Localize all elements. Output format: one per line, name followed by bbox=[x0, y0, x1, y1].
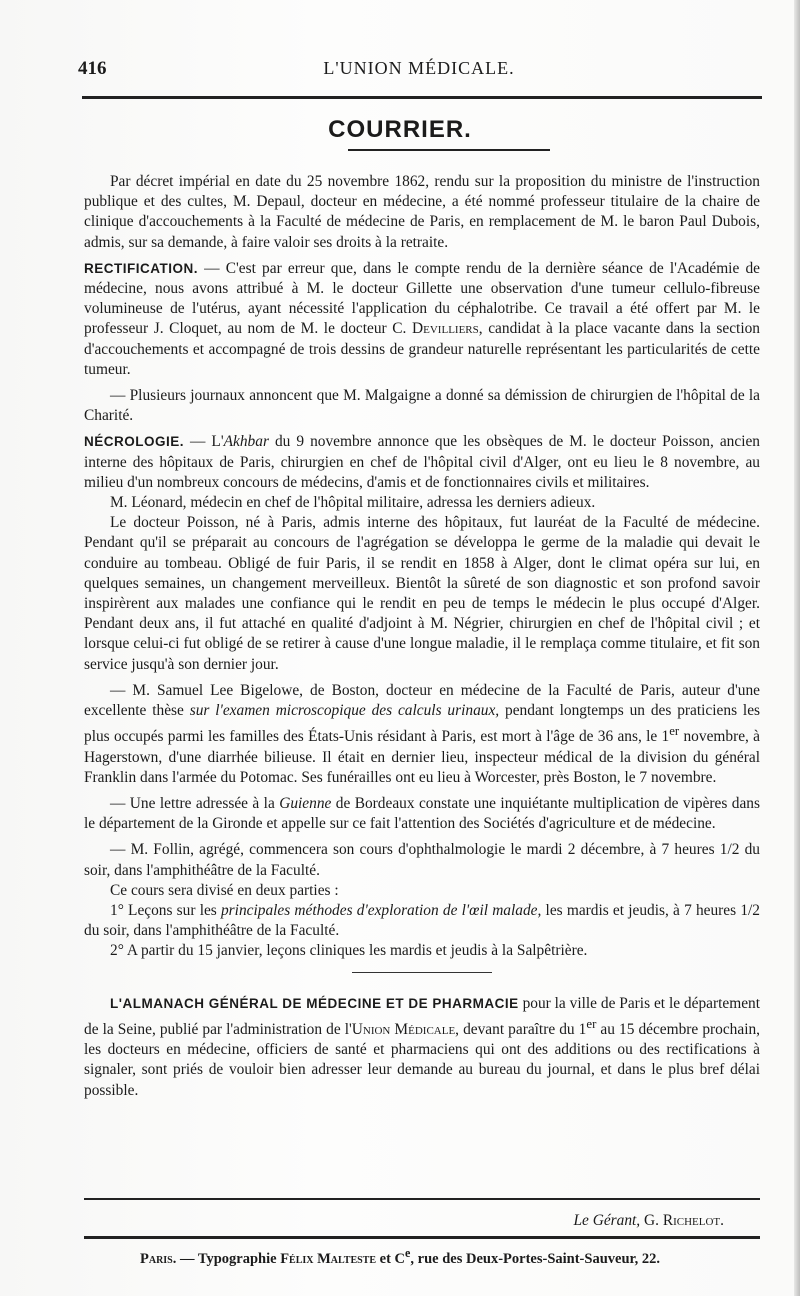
gerant-signature: Le Gérant, G. Richelot. bbox=[573, 1212, 724, 1229]
page-number: 416 bbox=[78, 58, 107, 79]
paragraph-rectification: RECTIFICATION. — C'est par erreur que, dans le compte rendu de la dernière séance de l'Académie de médecine, nous avons attribué à M. le docteur Gillette une observation d'une tumeur cellulo-fibreuse volumineuse de l'utérus, ayant nécessité l'application du céphalotribe. Ce travail a été offert par M. le professeur J. Cloquet, au nom de M. le docteur C. Devilliers, candidat à la place vacante dans la section d'accouchements et accompagné de trois dessins de grandeur naturelle représentant les particularités de cette tumeur. bbox=[84, 259, 760, 378]
paragraph-leonard: M. Léonard, médecin en chef de l'hôpital militaire, adressa les derniers adieux. bbox=[110, 494, 596, 512]
section-title: COURRIER. bbox=[328, 116, 472, 143]
title-underline bbox=[348, 149, 550, 151]
paragraph-follin: — M. Follin, agrégé, commencera son cours d'ophthalmologie le mardi 2 décembre, à 7 heures 1/2 du soir, dans l'amphithéâtre de la Faculté. bbox=[84, 841, 760, 879]
printer-imprint: Paris. — Typographie Félix Malteste et Ce, rue des Deux-Portes-Saint-Sauveur, 22. bbox=[139, 1246, 660, 1267]
rubric-almanach: L'ALMANACH GÉNÉRAL DE MÉDECINE ET DE PHARMACIE bbox=[110, 995, 519, 1011]
rubric-necrologie: NÉCROLOGIE. bbox=[84, 434, 185, 450]
rubric-rectification: RECTIFICATION. bbox=[84, 260, 198, 276]
journal-title: L'UNION MÉDICALE. bbox=[323, 58, 515, 78]
paragraph-bigelowe: — M. Samuel Lee Bigelowe, de Boston, docteur en médecine de la Faculté de Paris, auteur d'une excellente thèse sur l'examen microscopique des calculs urinaux, pendant longtemps un des praticiens les plus occupés parmi les familles des États-Unis résidant à Paris, est mort à l'âge de 36 ans, le 1er novembre, à Hagerstown, d'une diarrhée bilieuse. Il était en dernier lieu, inspecteur médical de la division du général Franklin dans l'armée du Potomac. Ses funérailles ont eu lieu à Worcester, près Boston, le 7 novembre. bbox=[84, 681, 761, 786]
paragraph-lecons: 1° Leçons sur les principales méthodes d'exploration de l'œil malade, les mardis et jeudis, à 7 heures 1/2 du soir, dans l'amphithéâtre de la Faculté. bbox=[84, 902, 760, 940]
paragraph-necrologie: NÉCROLOGIE. — L'Akhbar du 9 novembre annonce que les obsèques de M. le docteur Poisson, ancien interne des hôpitaux de Paris, chirurgien en chef de l'hôpital civil d'Alger, ont eu lieu le 8 novembre, au milieu d'un nombreux concours de médecins, d'amis et de fonctionnaires civils et militaires. bbox=[84, 433, 761, 491]
author-name: Devilliers bbox=[412, 320, 479, 338]
header-rule bbox=[82, 96, 762, 99]
paragraph-almanach: L'ALMANACH GÉNÉRAL DE MÉDECINE ET DE PHARMACIE pour la ville de Paris et le département de la Seine, publié par l'administration de l'Union Médicale, devant paraître du 1er au 15 décembre prochain, les docteurs en médecine, officiers de santé et pharmaciens qui ont des additions ou des rectifications à signaler, sont priés de vouloir bien adresser leur demande au bureau du journal, et dans le plus bref délai possible. bbox=[84, 994, 761, 1099]
journal-name: Union Médicale bbox=[351, 1020, 456, 1038]
gerant-name: G. Richelot. bbox=[644, 1212, 724, 1229]
paragraph-malgaigne: — Plusieurs journaux annoncent que M. Malgaigne a donné sa démission de chirurgien de l'hôpital de la Charité. bbox=[84, 387, 760, 425]
paragraph-poisson: Le docteur Poisson, né à Paris, admis interne des hôpitaux, fut lauréat de la Faculté de médecine. Pendant qu'il se préparait au concours de l'agrégation se développa le germe de la maladie qui devait le conduire au tombeau. Obligé de fuir Paris, il se rendit en 1858 à Alger, dont le climat opéra sur lui, en quelques semaines, un changement merveilleux. Bientôt la sûreté de son diagnostic et son profond savoir inspirèrent aux malades une confiance qui le rendit en peu de temps le médecin le plus occupé d'Alger. Pendant deux ans, il fut attaché en qualité d'adjoint à M. Négrier, chirurgien en chef de l'hôpital civil ; et lorsque celui-ci fut obligé de se retirer à cause d'une longue maladie, il le remplaça comme titulaire, et fit son service jusqu'à son dernier jour. bbox=[84, 514, 760, 673]
article-body bbox=[84, 172, 760, 1101]
paragraph-viperes: — Une lettre adressée à la Guienne de Bordeaux constate une inquiétante multiplication de vipères dans le département de la Gironde et appelle sur ce fait l'attention des Sociétés d'agriculture et de médecine. bbox=[84, 795, 760, 833]
running-head bbox=[78, 58, 760, 88]
printer-name: Félix Malteste bbox=[280, 1250, 377, 1267]
paragraph-cours: Ce cours sera divisé en deux parties : bbox=[110, 881, 339, 899]
newspaper-name: Guienne bbox=[279, 795, 332, 813]
section-divider bbox=[352, 972, 492, 973]
thesis-title: sur l'examen microscopique des calculs urinaux, bbox=[189, 702, 500, 720]
page-edge bbox=[794, 0, 800, 1296]
imprint-rule bbox=[84, 1236, 760, 1239]
paragraph-salpetriere: 2° A partir du 15 janvier, leçons cliniques les mardis et jeudis à la Salpêtrière. bbox=[110, 942, 588, 960]
newspaper-name: Akhbar bbox=[223, 433, 269, 451]
footer-rule bbox=[84, 1198, 760, 1200]
paragraph-decree: Par décret impérial en date du 25 novembre 1862, rendu sur la proposition du ministre de l'instruction publique et des cultes, M. Depaul, docteur en médecine, a été nommé professeur titulaire de la chaire de clinique d'accouchements à la Faculté de médecine de Paris, en remplacement de M. le baron Paul Dubois, admis, sur sa demande, à faire valoir ses droits à la retraite. bbox=[84, 173, 760, 251]
lecture-title: principales méthodes d'exploration de l'œil malade, bbox=[220, 902, 542, 920]
